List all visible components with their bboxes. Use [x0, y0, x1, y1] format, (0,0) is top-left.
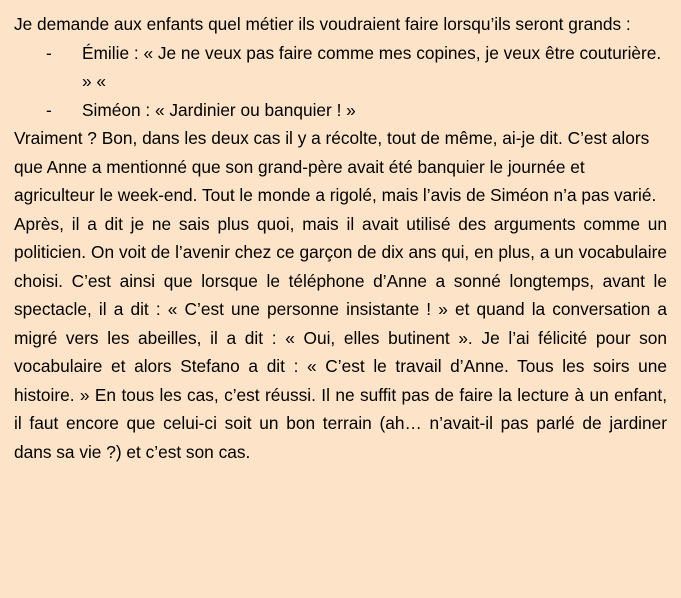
list-item — [14, 39, 667, 96]
list-item-label: Émilie : « Je ne veux pas faire comme mes copines, je veux être couturière. » « — [82, 42, 662, 91]
list-item — [14, 96, 667, 125]
body-paragraph-1: Vraiment ? Bon, dans les deux cas il y a récolte, tout de même, ai-je dit. C’est alors que Anne a mentionné que son grand-père avait été banquier le journée et agriculteur le week-end. Tout le monde a rigolé, mais l’avis de Siméon n’a pas varié. — [14, 128, 657, 205]
children-answers-list — [14, 39, 667, 125]
intro-paragraph: Je demande aux enfants quel métier ils voudraient faire lorsqu’ils seront grands : — [14, 14, 631, 34]
list-bullet-marker: - — [46, 99, 52, 120]
list-item-label: Siméon : « Jardinier ou banquier ! » — [82, 99, 356, 120]
list-bullet-marker: - — [46, 42, 52, 63]
body-paragraph-2: Après, il a dit je ne sais plus quoi, mais il avait utilisé des arguments comme un politicien. On voit de l’avenir chez ce garçon de dix ans qui, en plus, a un vocabulaire choisi. C’est ainsi que lorsque le téléphone d’Anne a sonné longtemps, avant le spectacle, il a dit : « C’est une personne insistante ! » et quand la conversation a migré vers les abeilles, il a dit : « Oui, elles butinent ». Je l’ai félicité pour son vocabulaire et alors Stefano a dit : « C’est le travail d’Anne. Tous les soirs une histoire. » En tous les cas, c’est réussi. Il ne suffit pas de faire la lecture à un enfant, il faut encore que celui-ci soit un bon terrain (ah… n’avait-il pas parlé de jardiner dans sa vie ?) et c’est son cas. — [14, 213, 667, 462]
